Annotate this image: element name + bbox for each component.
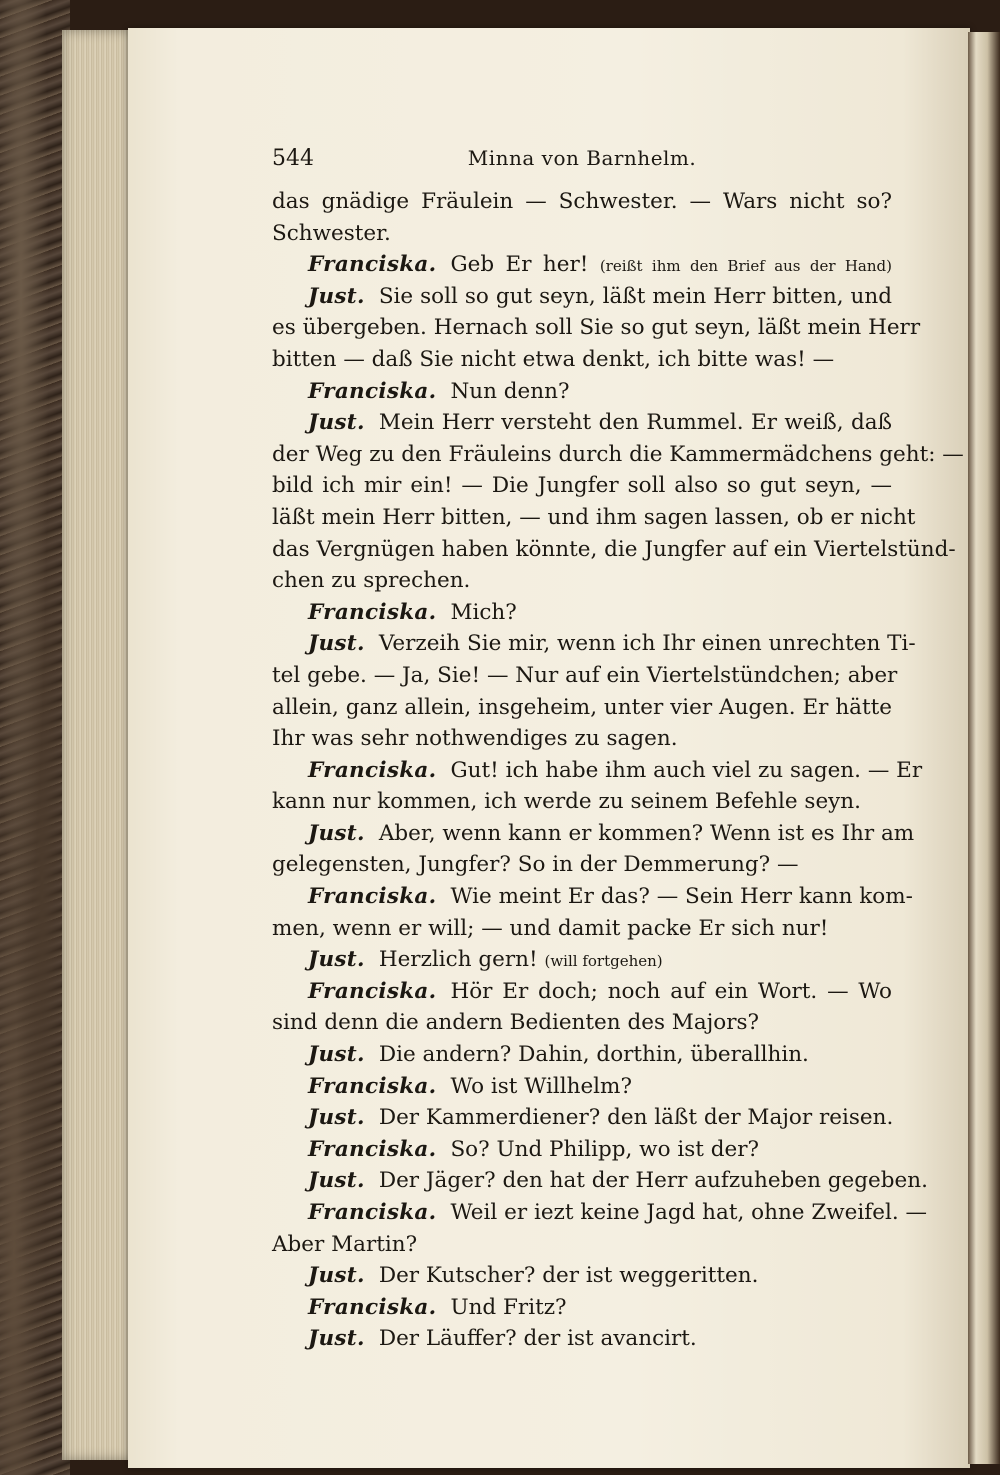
text-line [272, 1323, 892, 1355]
text-line [272, 597, 892, 629]
speaker-name: Just. [308, 1326, 365, 1352]
text-line [272, 818, 915, 850]
speaker-name: Just. [308, 410, 365, 436]
text-line [272, 1039, 892, 1071]
speaker-name: Just. [308, 1105, 365, 1131]
line-text: tel gebe. — Ja, Sie! — Nur auf ein Viertelstündchen; aber [272, 662, 898, 688]
line-text: Weil er iezt keine Jagd hat, ohne Zweifel. — [450, 1200, 928, 1225]
speaker-name: Franciska. [308, 884, 437, 910]
line-text: sind denn die andern Bedienten des Majors? [272, 1010, 760, 1036]
line-text: Wo ist Willhelm? [450, 1073, 632, 1099]
line-text: Nun denn? [450, 378, 570, 404]
speaker-name: Franciska. [308, 1073, 437, 1099]
line-text: Der Kutscher? der ist weggeritten. [378, 1263, 759, 1289]
text-line [272, 1165, 928, 1197]
line-text: Mich? [450, 599, 517, 625]
speaker-name: Franciska. [308, 1200, 437, 1225]
line-text: bild ich mir ein! — Die Jungfer soll also so gut seyn, — [272, 473, 892, 499]
text-line [272, 976, 892, 1008]
text-line [272, 1197, 928, 1229]
text-line [272, 186, 892, 218]
text-line [272, 1229, 892, 1261]
speaker-name: Just. [308, 283, 365, 309]
text-line [272, 786, 892, 818]
line-text: chen zu sprechen. [272, 568, 471, 594]
text-line [272, 344, 892, 376]
page-edges [62, 30, 132, 1460]
line-text: Gut! ich habe ihm auch viel zu sagen. — Er [450, 757, 923, 783]
line-text: Herzlich gern! [378, 947, 538, 973]
line-text: Der Kammerdiener? den läßt der Major reisen. [378, 1105, 894, 1131]
line-text: So? Und Philipp, wo ist der? [450, 1136, 760, 1162]
text-line [272, 1260, 892, 1292]
line-text: allein, ganz allein, insgeheim, unter vier Augen. Er hätte [272, 694, 892, 720]
running-head [272, 140, 892, 186]
text-line [272, 1007, 892, 1039]
page-number: 544 [272, 146, 314, 171]
text-line [272, 692, 892, 724]
facing-page-edge [968, 32, 1000, 1464]
line-text: das Vergnügen haben könnte, die Jungfer auf ein Viertelstünd- [272, 536, 956, 562]
text-line [272, 944, 892, 976]
text-line [272, 628, 916, 660]
speaker-name: Just. [308, 947, 365, 973]
text-line [272, 1102, 892, 1134]
speaker-name: Just. [308, 1168, 365, 1194]
line-text: Der Jäger? den hat der Herr aufzuheben gegeben. [378, 1168, 928, 1194]
speaker-name: Franciska. [308, 757, 437, 783]
text-line [272, 376, 892, 408]
speaker-name: Just. [308, 631, 365, 657]
line-text: bitten — daß Sie nicht etwa denkt, ich bitte was! — [272, 346, 835, 372]
line-text: Mein Herr versteht den Rummel. Er weiß, daß [378, 410, 892, 436]
text-line [272, 439, 964, 471]
line-text: Hör Er doch; noch auf ein Wort. — Wo [450, 978, 892, 1004]
speaker-name: Franciska. [308, 978, 437, 1004]
line-text: Aber, wenn kann er kommen? Wenn ist es Ihr am [378, 820, 915, 846]
line-text: men, wenn er will; — und damit packe Er sich nur! [272, 915, 829, 941]
line-text: Verzeih Sie mir, wenn ich Ihr einen unrechten Ti- [378, 631, 916, 657]
text-line [272, 218, 892, 250]
text-line [272, 1134, 892, 1166]
speaker-name: Just. [308, 820, 365, 846]
text-line [272, 565, 892, 597]
text-line [272, 407, 892, 439]
stage-direction: (reißt ihm den Brief aus der Hand) [599, 257, 892, 276]
text-line [272, 470, 892, 502]
speaker-name: Just. [308, 1042, 365, 1068]
text-line [272, 312, 921, 344]
line-text: Geb Er her! [450, 252, 589, 278]
text-line [272, 1292, 892, 1324]
speaker-name: Franciska. [308, 252, 437, 278]
text-line [272, 534, 956, 566]
stage-direction: (will fortgehen) [544, 952, 663, 971]
line-text: Schwester. [272, 220, 391, 246]
line-text: kann nur kommen, ich werde zu seinem Befehle seyn. [272, 789, 861, 815]
line-text: Und Fritz? [450, 1294, 567, 1320]
line-text: der Weg zu den Fräuleins durch die Kammermädchens geht: — [272, 441, 964, 467]
text-line [272, 249, 892, 281]
speaker-name: Franciska. [308, 1294, 437, 1320]
text-line [272, 723, 892, 755]
text-line [272, 755, 923, 787]
speaker-name: Just. [308, 1263, 365, 1289]
speaker-name: Franciska. [308, 378, 437, 404]
line-text: Sie soll so gut seyn, läßt mein Herr bitten, und [378, 283, 892, 309]
page-content [272, 140, 964, 1355]
line-text: Die andern? Dahin, dorthin, überallhin. [378, 1042, 809, 1068]
line-text: das gnädige Fräulein — Schwester. — Wars nicht so? [272, 189, 892, 214]
text-line [272, 881, 913, 913]
line-text: Wie meint Er das? — Sein Herr kann kom- [450, 884, 913, 910]
text-line [272, 913, 892, 945]
line-text: läßt mein Herr bitten, — und ihm sagen lassen, ob er nicht [272, 504, 916, 530]
speaker-name: Franciska. [308, 599, 437, 625]
text-line [272, 660, 898, 692]
line-text: es übergeben. Hernach soll Sie so gut seyn, läßt mein Herr [272, 315, 921, 341]
line-text: gelegensten, Jungfer? So in der Demmerung? — [272, 852, 799, 878]
running-title: Minna von Barnhelm. [467, 146, 697, 170]
line-text: Ihr was sehr nothwendiges zu sagen. [272, 726, 678, 752]
text-line [272, 502, 916, 534]
line-text: Der Läuffer? der ist avancirt. [378, 1326, 697, 1352]
speaker-name: Franciska. [308, 1136, 437, 1162]
text-body [272, 186, 964, 1355]
line-text: Aber Martin? [272, 1231, 418, 1257]
text-line [272, 1071, 892, 1103]
text-line [272, 281, 892, 313]
book-cover [0, 0, 70, 1475]
text-line [272, 849, 892, 881]
